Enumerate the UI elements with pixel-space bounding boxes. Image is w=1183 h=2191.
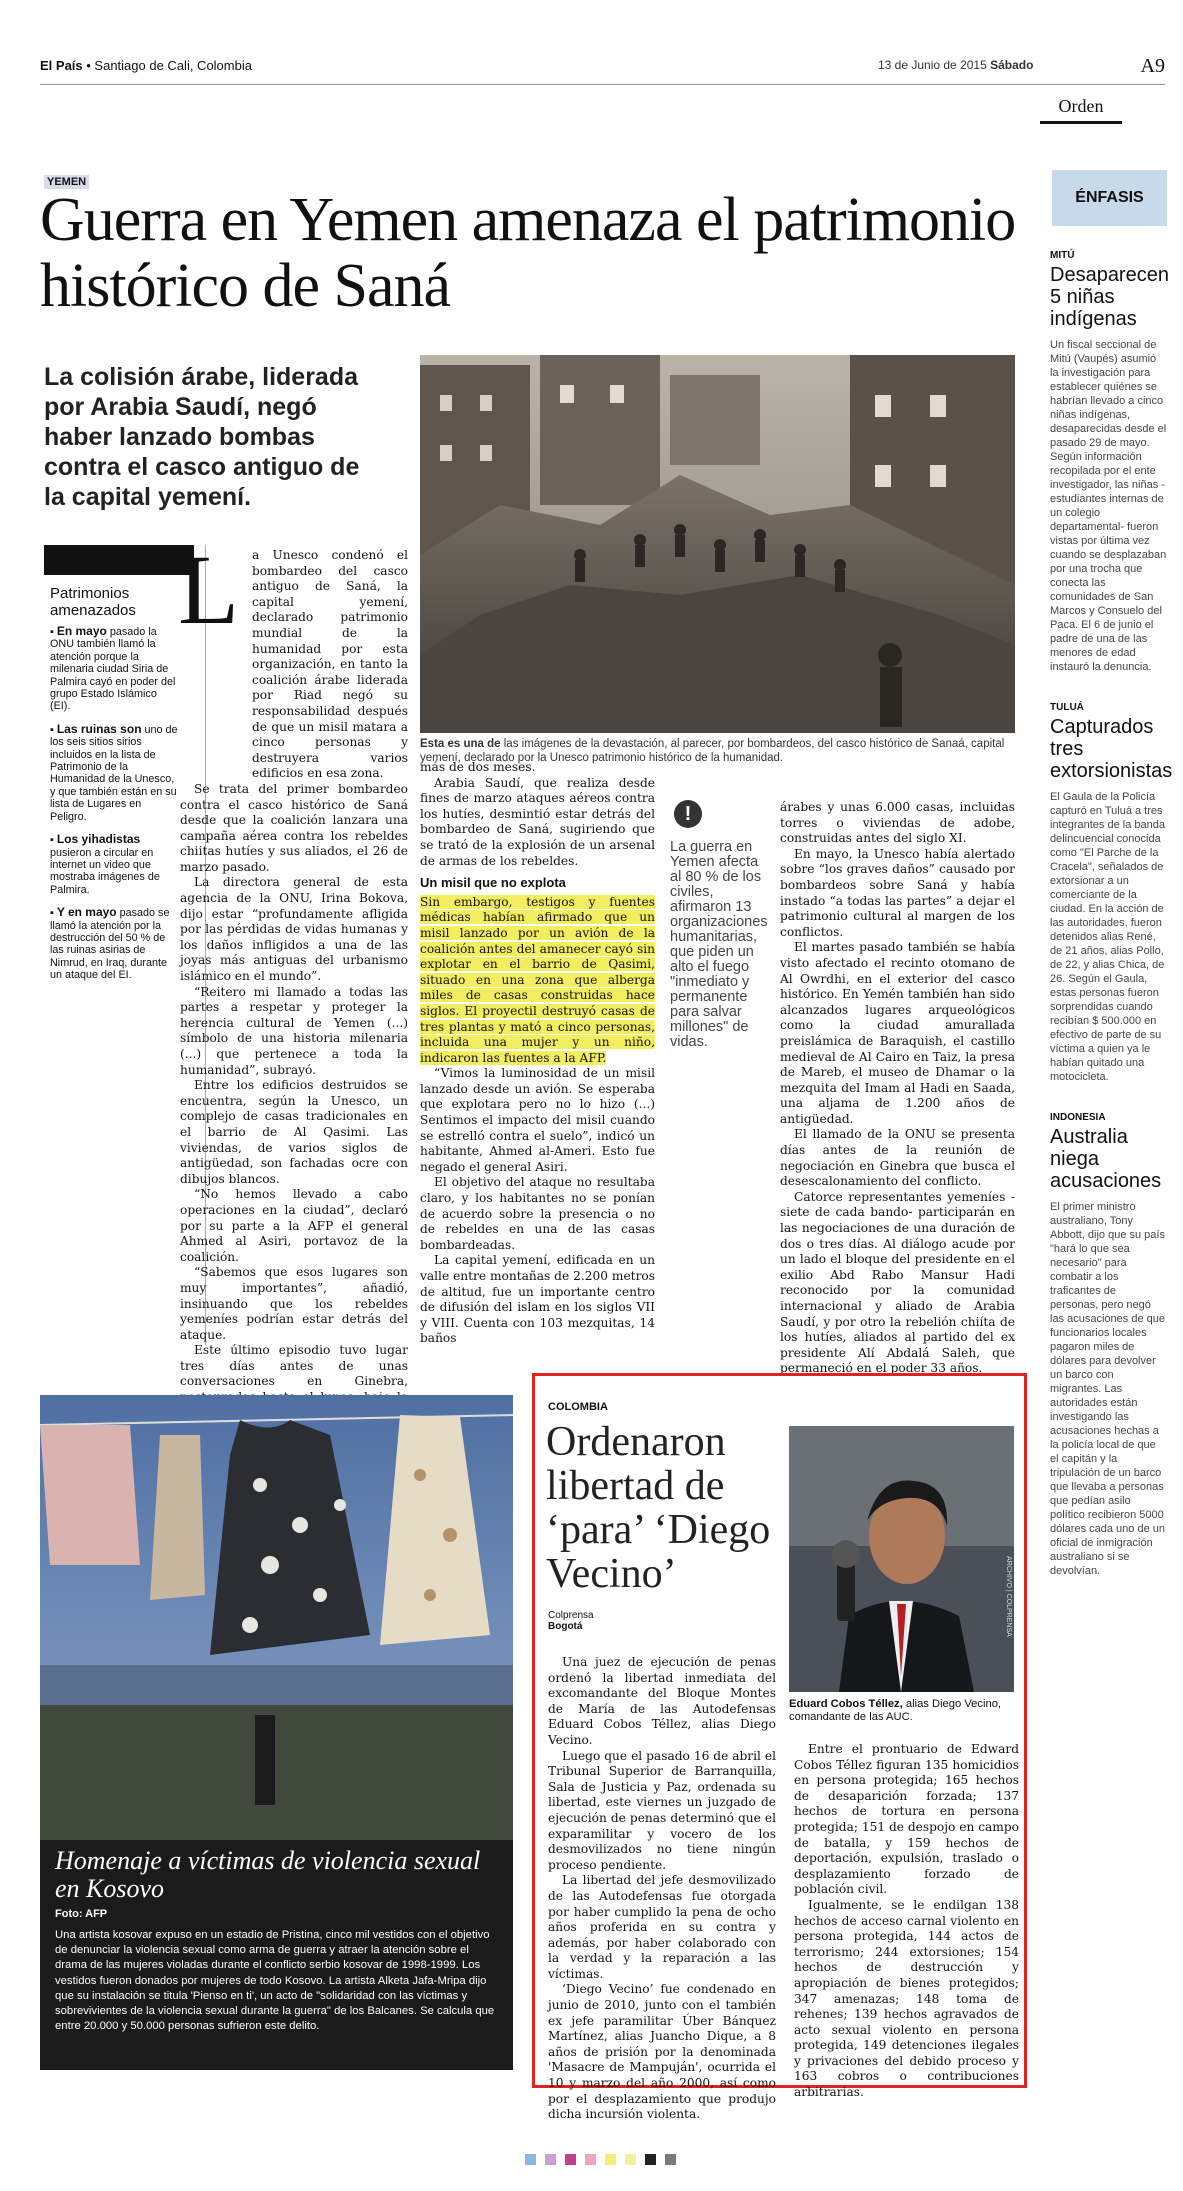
issue-date: 13 de Junio de 2015 <box>878 58 987 72</box>
registration-swatch <box>645 2154 656 2165</box>
byline-agency: Colprensa <box>548 1610 594 1621</box>
colombia-photo-caption <box>789 1698 1019 1724</box>
paragraph: “Reitero mi llamado a todas las partes a respetar y proteger la herencia cultural de Yemen (...) símbolo de una historia milenaria (...) que pertenece a toda la humanidad”, subrayó. <box>180 984 408 1077</box>
kosovo-title: Homenaje a víctimas de violencia sexual en Kosovo <box>55 1846 481 1903</box>
colombia-tag: COLOMBIA <box>548 1401 608 1413</box>
lead-tag: YEMEN <box>44 175 89 189</box>
paragraph: a Unesco condenó el bombardeo del casco antiguo de Saná, la capital yemení, declarado patrimonio mundial de la humanidad por esta organización, en tanto la coalición árabe liderada por Riad negó su responsabilidad después de que un misil matara a cinco personas y destruyera varios edificios en esa zona. <box>252 548 408 781</box>
paragraph: Igualmente, se le endilgan 138 hechos de acceso carnal violento en persona protegida, 144 actos de terrorismo; 244 extorsiones; 154 hechos de destrucción y apropiación de bienes protegidos; 347 amenazas; 148 toma de rehenes; 139 hechos agravados de acto sexual violento en persona protegida, 149 detenciones ilegales y privaciones del debido proceso y 163 cobros o contribuciones arbitrarias. <box>794 1897 1019 2100</box>
colombia-tag-wrap <box>548 1395 608 1414</box>
registration-swatch <box>565 2154 576 2165</box>
sidebar-item-text: pusieron a circular en internet un video que mostraba imágenes de Palmira. <box>50 846 160 896</box>
sidebar-item-bold: Las ruinas son <box>56 721 142 736</box>
registration-swatch <box>625 2154 636 2165</box>
caption-text: alias Diego Vecino, comandante de las AUC. <box>789 1698 1002 1723</box>
diego-vecino-photo <box>789 1426 1014 1692</box>
colombia-column-2 <box>794 1742 1019 2101</box>
paper-location: • Santiago de Cali, Colombia <box>86 58 252 73</box>
color-registration-marks <box>525 2150 685 2162</box>
yemen-destruction-photo <box>420 355 1015 733</box>
brief-headline: Capturados tres extorsionistas <box>1050 716 1173 782</box>
paragraph: La libertad del jefe desmovilizado de las Autodefensas fue otorgada por haber cumplido la pena de ocho años proferida en su contra y además, por haber colaborado con la verdad y la reparación a las víctimas. <box>548 1873 776 1981</box>
paragraph: Catorce representantes yemeníes -siete de cada bando- participarán en las negociaciones de una duración de dos o tres días. Al diálogo acude por un lado el bloque del presidente en el exilio Abd Rabo Mansur Hadi reconocido por la comunidad internacional y aliado de Arabia Saudí, y por otro la rebelión chiíta de los hutíes, aliados al partido del ex presidente Alí Abdalá Saleh, que permaneció en el poder 33 años. <box>780 1189 1015 1376</box>
sidebar-item-bold: En mayo <box>56 624 107 638</box>
caption-lead: Eduard Cobos Téllez, <box>789 1698 903 1710</box>
paragraph: Entre el prontuario de Edward Cobos Téllez figuran 135 homicidios en persona protegida; 165 hechos de desaparición forzada; 137 hechos de tortura en persona protegida; 151 de despojo en campo de batalla, y 159 hechos de deportación, expulsión, traslado o desplazamiento forzado de población civil. <box>794 1742 1019 1897</box>
brief-body: El Gaula de la Policía capturó en Tuluá a tres integrantes de la banda delincuencial conocida como "El Parche de la Cracela", señalados de extorsionar a un comerciante de la ciudad. En la acción de las autoridades, fueron detenidos alias René, de 21 años, alias Pollo, de 22, y alias Chica, de 26. Según el Gaula, estas personas fueron sorprendidas cuando recibían $ 500.000 en efectivo de parte de su víctima a quien ya le habían quitado una motocicleta. <box>1050 791 1165 1083</box>
registration-swatch <box>525 2154 536 2165</box>
rubble-illustration <box>420 355 1015 733</box>
paragraph: El llamado de la ONU se presenta días antes de la reunión de negociación en Ginebra que busca el desescalonamiento del conflicto. <box>780 1127 1015 1189</box>
registration-swatch <box>665 2154 676 2165</box>
sidebar-item: ▪ Las ruinas son uno de los seis sitios sirios incluidos en la lista de Patrimonio de la Humanidad de la Unesco, y que también están en su lista de Lugares en Peligro. <box>50 721 178 823</box>
paragraph: más de dos meses. <box>420 760 536 774</box>
brief-body: El primer ministro australiano, Tony Abbott, dijo que su país "hará lo que sea necesario" para combatir a los traficantes de personas, pero negó las acusaciones de que funcionarios locales pagaron miles de dólares para devolver un barco con migrantes. Las autoridades están investigando las acusaciones hechas a la policía local de que el capitán y la tripulación de un barco que llevaba a personas que pedían asilo político recibieron 5000 dólares cada uno de un oficial de inmigración australiano si se devolvían. <box>1050 1201 1165 1577</box>
paragraph: La capital yemení, edificada en un valle entre montañas de 2.200 metros de altitud, fue un importante centro de difusión del islam en los siglos VII y VIII. Cuenta con 103 mezquitas, 14 baños <box>420 1253 655 1346</box>
portrait-illustration <box>789 1426 1014 1692</box>
byline-city: Bogotá <box>548 1621 583 1632</box>
brief <box>1050 1112 1167 1578</box>
highlighted-paragraph: Sin embargo, testigos y fuentes médicas habían afirmado que un misil lanzado por un avión de la coalición antes del amanecer cayó sin explotar en el barrio de Qasimi, situado en una zona que alberga miles de casas construidas hace siglos. El proyectil destruyó casas de tres plantas y mató a cinco personas, incluida una mujer y un niño, indicaron las fuentes a la AFP. <box>420 894 655 1065</box>
lead-subhead: La colisión árabe, liderada por Arabia Saudí, negó haber lanzado bombas contra el casco antiguo de la capital yemení. <box>44 363 360 511</box>
brief-tag: MITÚ <box>1050 250 1075 261</box>
sidebar-item-text: pasado se llamó la atención por la destrucción del 50 % de las ruinas asirias de Nimrud, en Iraq, durante un ataque del EI. <box>50 907 170 982</box>
sidebar-item: ▪ Los yihadistas pusieron a circular en internet un video que mostraba imágenes de Palmira. <box>50 832 160 896</box>
registration-swatch <box>605 2154 616 2165</box>
masthead <box>40 55 1165 80</box>
brief-tag: INDONESIA <box>1050 1112 1106 1123</box>
sidebar-item-text: uno de los seis sitios sirios incluidos en la lista de Patrimonio de la Humanidad de la Unesco, y que también están en su lista de Lugares en Peligro. <box>50 723 178 823</box>
brief-headline: Desaparecen 5 niñas indígenas <box>1050 264 1169 330</box>
sidebar-item: ▪ Y en mayo pasado se llamó la atención por la destrucción del 50 % de las ruinas asirias de Nimrud, en Iraq, durante un ataque del EI. <box>50 905 170 982</box>
paragraph: Una juez de ejecución de penas ordenó la libertad inmediata del excomandante del Bloque Montes de María de las Autodefensas Eduard Cobos Téllez, alias Diego Vecino. <box>548 1655 776 1747</box>
paragraph: “Vimos la luminosidad de un misil lanzado desde un avión. Se esperaba que explotara pero no lo hizo (...) Sentimos el impacto del misil cuando se estrelló contra el suelo”, indicó un habitante, Ahmed al-Ameri. Esto fue negado el general Asiri. <box>420 1066 655 1174</box>
sidebar-title: Patrimonios amenazados <box>50 585 136 619</box>
sidebar-list <box>50 625 178 992</box>
paragraph: El objetivo del ataque no resultaba claro, y los habitantes no se ponían de acuerdo sobre la presencia o no de rebeldes en una de las casas bombardeadas. <box>420 1175 655 1252</box>
colombia-headline: Ordenaron libertad de ‘para’ ‘Diego Vecino’ <box>546 1419 771 1597</box>
lead-column-1 <box>180 548 408 1530</box>
kosovo-dresses-photo <box>40 1395 513 1840</box>
page-number: A9 <box>1140 55 1165 77</box>
lead-column-3 <box>780 800 1015 1377</box>
paragraph: Entre los edificios destruidos se encuentra, según la Unesco, un complejo de casas tradicionales en el barrio de Al Qasimi. Las viviendas, de varios siglos de antigüedad, son fachadas ocre con dibujos blancos. <box>180 1078 408 1186</box>
paragraph: Este último episodio tuvo lugar tres días antes de unas conversaciones en Ginebra, <box>180 1343 408 1389</box>
dresses-illustration <box>40 1395 513 1840</box>
enfasis-header: ÉNFASIS <box>1052 170 1167 226</box>
section-name: Orden <box>1040 96 1122 124</box>
exclamation-icon: ! <box>674 800 702 828</box>
kosovo-photo-credit: Foto: AFP <box>55 1908 108 1920</box>
paragraph: “No hemos llevado a cabo operaciones en la ciudad”, declaró por su parte a la AFP el general Ahmed al Asiri, portavoz de la coalición. <box>180 1187 408 1264</box>
lead-headline: Guerra en Yemen amenaza el patrimonio histórico de Saná <box>40 186 1016 320</box>
sidebar-item-text: pasado la ONU también llamó la atención porque la milenaria ciudad Siria de Palmira cayó en poder del grupo Estado Islámico (EI). <box>50 626 176 713</box>
brief-tag: TULUÁ <box>1050 702 1084 713</box>
drop-cap: L <box>178 534 240 645</box>
issue-date-line <box>878 58 1033 72</box>
paper-name: El País <box>40 58 83 73</box>
registration-swatch <box>545 2154 556 2165</box>
colombia-byline <box>548 1610 594 1632</box>
paragraph: La directora general de esta agencia de la ONU, Irina Bokova, dijo estar “profundamente afligida por las pérdidas de vidas humanas y los daños infligidos a una de las joyas más antiguas del urbanismo islámico en el mundo”. <box>180 875 408 984</box>
colombia-column-1 <box>548 1655 776 2123</box>
issue-weekday: Sábado <box>990 58 1034 72</box>
lead-column-2 <box>420 760 655 1347</box>
paragraph: “Sabemos que esos lugares son muy importantes”, añadió, insinuando que los rebeldes yemeníes podrían estar detrás del ataque. <box>180 1265 408 1342</box>
sidebar-header-bar <box>44 545 194 575</box>
paragraph: Luego que el pasado 16 de abril el Tribunal Superior de Barranquilla, Sala de Justicia y Paz, ordenada su libertad, este viernes un juzgado de ejecución de penas determinó que el exparamilitar y vocero de los desmovilizados no tiene ningún proceso pendiente. <box>548 1748 776 1872</box>
caption-lead: Esta es una de <box>420 738 501 750</box>
paragraph: Arabia Saudí, que realiza desde fines de marzo ataques aéreos contra los hutíes, desmintió estar detrás del bombardeo de Saná, sugiriendo que se trató de la explosión de un arsenal de armas de los rebeldes. <box>420 775 655 868</box>
paragraph: árabes y unas 6.000 casas, incluidas torres o viviendas de adobe, construidas antes del siglo XI. <box>780 800 1015 846</box>
paragraph: ‘Diego Vecino’ fue condenado en junio de 2010, junto con el también ex jefe paramilitar Úber Bánquez Martínez, alias Juancho Dique, a 8 años de prisión por la denominada 'Masacre de Mampuján', ocurrida el 10 y marzo del año 2000, así como por el desplazamiento que produjo dicha incursión violenta. <box>548 1982 776 2122</box>
photo-credit: ARCHIVO | COLPRENSA <box>1005 1556 1012 1637</box>
brief-headline: Australia niega acusaciones <box>1050 1126 1162 1192</box>
brief <box>1050 702 1173 1084</box>
caption-text: las imágenes de la devastación, al parecer, por bombardeos, del casco histórico de Sanaá, capital yemení, declarado por la Unesco patrimonio histórico de la humanidad. <box>420 738 1005 764</box>
enfasis-column <box>1050 250 1173 1606</box>
kosovo-caption: Una artista kosovar expuso en un estadio de Pristina, cinco mil vestidos con el objetivo de denunciar la violencia sexual como arma de guerra y atraer la atención sobre el drama de las mujeres violadas durante el conflicto serbio kosovar de 1998-1999. Los vestidos fueron donados por mujeres de todo Kosovo. La artista Alketa Jafa-Mripa dijo que su instalación se titula 'Pienso en ti', un acto de "solidaridad con las víctimas y sobrevivientes de la violencia sexual durante la guerra" de los Balcanes. Se calcula que entre 20.000 y 50.000 personas sufrieron este delito. <box>55 1929 495 2033</box>
sidebar-item-bold: Los yihadistas <box>56 832 141 847</box>
sidebar-item-bold: Y en mayo <box>56 905 117 920</box>
paragraph: En mayo, la Unesco había alertado sobre “los graves daños” causado por bombardeos sobre Saná y había instado “a todas las partes” a dejar el patrimonio cultural al margen de los conflictos. <box>780 846 1015 939</box>
brief-body: Un fiscal seccional de Mitú (Vaupés) asumió la investigación para establecer quiénes se habrían llevado a cinco niñas indígenas, desaparecidas desde el pasado 29 de mayo. Según información recopilada por el ente investigador, las niñas -estudiantes internas de un colegio departamental- fueron vistas por última vez cuando se desplazaban por una trocha que conecta las comunidades de San Marcos y Consuelo del Paca. El 6 de junio el padre de una de las menores de edad instauró la denuncia. <box>1050 339 1167 673</box>
pull-quote: La guerra en Yemen afecta al 80 % de los civiles, afirmaron 13 organizaciones humanitarias, que piden un alto el fuego "inmediato y permanente para salvar millones" de vidas. <box>670 839 768 1050</box>
registration-swatch <box>585 2154 596 2165</box>
column-subhead: Un misil que no explota <box>420 875 566 891</box>
paragraph: El martes pasado también se había visto afectado el recinto otomano de Al Owrdhi, en el exterior del casco histórico. En Yemén también han sido alcanzados lugares arqueológicos como la ciudad amurallada preislámica de Baraquish, el castillo medieval de Al Cairo en Taiz, la presa de Mareb, el museo de Dhamar o la mezquita del Imam al Hadi en Saada, una aljama de 1.200 años de antigüedad. <box>780 940 1015 1126</box>
brief <box>1050 250 1167 674</box>
paragraph: Se trata del primer bombardeo contra el casco histórico de Saná desde que la coalición lanzara una campaña aérea contra los rebeldes chiitas hutíes y sus aliados, el 26 de marzo pasado. <box>180 781 408 874</box>
sidebar-item: ▪ En mayo pasado la ONU también llamó la atención porque la milenaria ciudad Siria de Palmira cayó en poder del grupo Estado Islámico (EI). <box>50 624 176 713</box>
header-rule <box>40 84 1165 85</box>
